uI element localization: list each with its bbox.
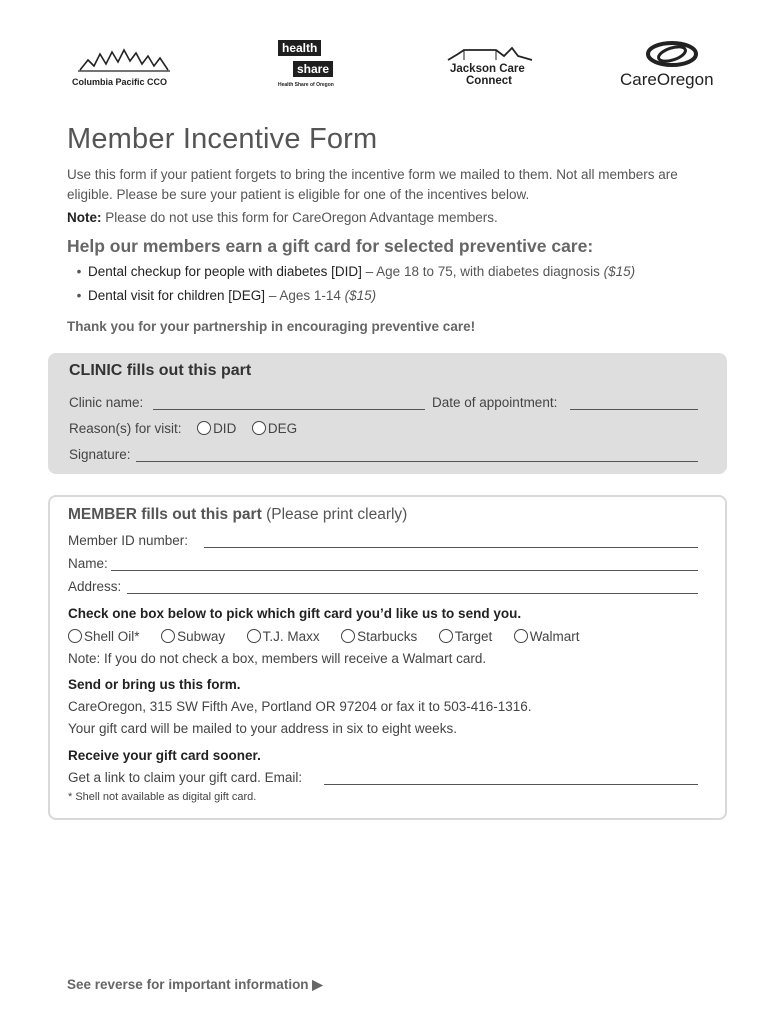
signature-label: Signature: (69, 447, 131, 462)
date-appointment-line[interactable] (570, 409, 698, 410)
reasons-label: Reason(s) for visit: (69, 421, 182, 436)
send-heading: Send or bring us this form. (68, 677, 241, 692)
shell-label: Shell Oil* (84, 629, 140, 644)
note-text: Please do not use this form for CareOregon Advantage members. (105, 210, 498, 225)
jackson-line1: Jackson Care (450, 63, 525, 75)
walmart-radio[interactable] (514, 629, 528, 643)
note-line (67, 208, 727, 228)
gift-card-options (68, 629, 580, 644)
receive-link-label: Get a link to claim your gift card. Email: (68, 770, 303, 785)
jackson-care-logo (446, 44, 536, 90)
check-note: Note: If you do not check a box, members will receive a Walmart card. (68, 651, 487, 666)
send-mail-note: Your gift card will be mailed to your address in six to eight weeks. (68, 721, 457, 736)
member-address-line[interactable] (127, 593, 698, 594)
thanks-text: Thank you for your partnership in encouraging preventive care! (67, 319, 476, 334)
check-heading: Check one box below to pick which gift card you’d like us to send you. (68, 606, 522, 621)
target-radio[interactable] (439, 629, 453, 643)
clinic-name-line[interactable] (153, 409, 425, 410)
bullet-did-price: ($15) (603, 264, 636, 279)
careoregon-name: CareOregon (620, 70, 714, 89)
health-share-caption: Health Share of Oregon (278, 82, 334, 88)
member-name-line[interactable] (111, 570, 698, 571)
health-share-logo (278, 40, 348, 90)
page-title: Member Incentive Form (67, 123, 378, 155)
subway-radio[interactable] (161, 629, 175, 643)
careoregon-logo (620, 40, 730, 92)
date-appointment-label: Date of appointment: (432, 395, 558, 410)
target-label: Target (454, 629, 493, 644)
jackson-line2: Connect (466, 75, 512, 87)
note-label: Note: (67, 210, 102, 225)
reasons-row (69, 421, 297, 436)
bullet-dot: • (76, 264, 82, 279)
help-heading: Help our members earn a gift card for selected preventive care: (67, 236, 594, 256)
member-address-label: Address: (68, 579, 122, 594)
bullet-deg-rest: – Ages 1-14 (265, 288, 345, 303)
email-line[interactable] (324, 784, 698, 785)
tjmaxx-radio[interactable] (247, 629, 261, 643)
columbia-pacific-name: Columbia Pacific CCO (72, 77, 168, 87)
clinic-name-label: Clinic name: (69, 395, 144, 410)
deg-radio[interactable] (252, 421, 266, 435)
did-radio[interactable] (197, 421, 211, 435)
bullet-deg-price: ($15) (344, 288, 377, 303)
shell-radio[interactable] (68, 629, 82, 643)
member-id-line[interactable] (204, 547, 698, 548)
member-title-note: (Please print clearly) (266, 506, 408, 523)
bullet-did-rest: – Age 18 to 75, with diabetes diagnosis (361, 264, 604, 279)
see-reverse-note: See reverse for important information ▶ (67, 977, 323, 992)
tjmaxx-label: T.J. Maxx (262, 629, 320, 644)
columbia-pacific-logo (70, 44, 185, 90)
bullet-deg-main: Dental visit for children [DEG] (88, 288, 266, 303)
bullet-did (70, 264, 635, 279)
bullet-dot: • (76, 288, 82, 303)
clinic-title: CLINIC fills out this part (69, 362, 252, 379)
careoregon-rings-icon (642, 40, 702, 70)
mountains-icon (70, 44, 185, 74)
member-name-label: Name: (68, 556, 108, 571)
intro-text: Use this form if your patient forgets to bring the incentive form we mailed to them. Not all members are eligible. Please be sure your patient is eligible for one of the incentives below. (67, 167, 678, 202)
bullet-deg (70, 288, 376, 303)
health-share-top: health (278, 40, 321, 56)
member-title-row (68, 506, 407, 524)
deg-label: DEG (267, 421, 298, 436)
receive-heading: Receive your gift card sooner. (68, 748, 261, 763)
signature-line[interactable] (136, 461, 698, 462)
bullet-did-main: Dental checkup for people with diabetes [DID] (88, 264, 362, 279)
walmart-label: Walmart (529, 629, 580, 644)
landscape-icon (446, 44, 534, 64)
shell-footnote: * Shell not available as digital gift card. (68, 791, 257, 803)
did-label: DID (213, 421, 237, 436)
member-id-label: Member ID number: (68, 533, 189, 548)
subway-label: Subway (177, 629, 226, 644)
starbucks-radio[interactable] (341, 629, 355, 643)
health-share-bottom: share (293, 61, 333, 77)
send-address: CareOregon, 315 SW Fifth Ave, Portland OR 97204 or fax it to 503-416-1316. (68, 699, 532, 714)
member-title: MEMBER fills out this part (68, 506, 262, 523)
starbucks-label: Starbucks (357, 629, 418, 644)
